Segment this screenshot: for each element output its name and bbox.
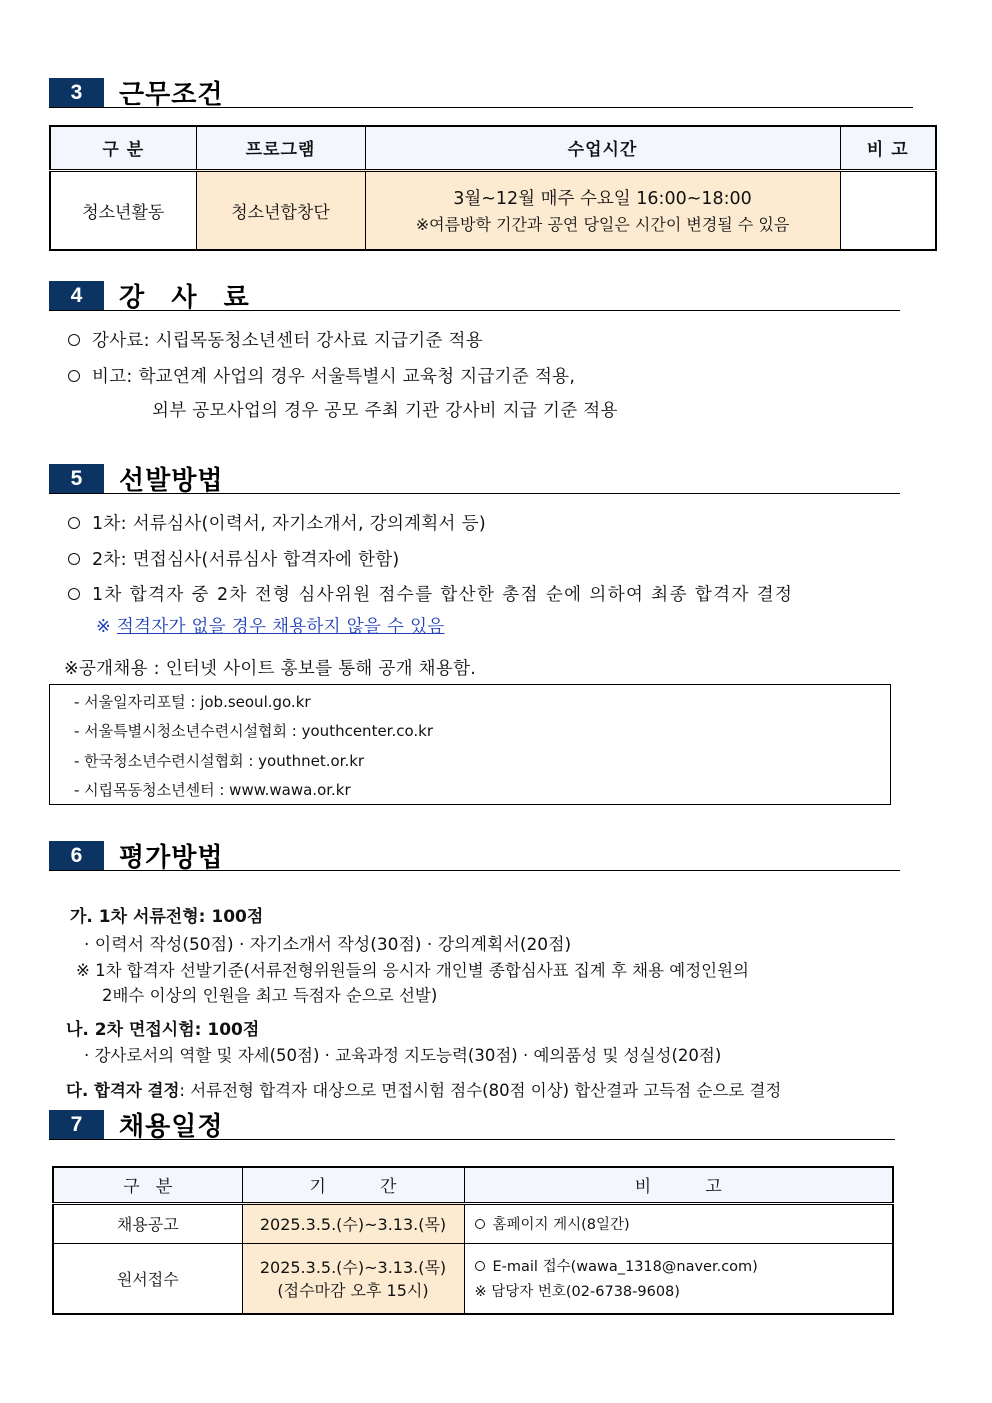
cell-remarks xyxy=(464,1243,893,1314)
eval-a-title: 가. 1차 서류전형: 100점 xyxy=(70,907,264,927)
list-item-text: 1차 합격자 중 2차 전형 심사위원 점수를 합산한 총점 순에 의하여 최종 합격자 결정 xyxy=(92,585,794,605)
section-7-header xyxy=(49,1110,895,1140)
cell-remarks xyxy=(464,1203,893,1243)
cell-remarks xyxy=(840,170,936,250)
site-item: - 서울특별시청소년수련시설협회 : youthcenter.co.kr xyxy=(74,722,434,740)
section-title: 선발방법 xyxy=(119,465,224,495)
selection-note xyxy=(96,613,445,638)
cell-category: 채용공고 xyxy=(53,1203,242,1243)
list-item-text: 1차: 서류심사(이력서, 자기소개서, 강의계획서 등) xyxy=(92,514,486,534)
section-number-badge: 7 xyxy=(49,1110,104,1139)
eval-c-title: 다. 합격자 결정 xyxy=(66,1081,180,1100)
section-5-header xyxy=(49,464,900,494)
list-item xyxy=(68,510,486,535)
table-row xyxy=(53,1243,893,1314)
period-deadline: (접수마감 오후 15시) xyxy=(277,1281,429,1301)
public-notice: ※공개채용 : 인터넷 사이트 홍보를 통해 공개 채용함. xyxy=(64,659,477,679)
eval-c xyxy=(66,1077,781,1101)
work-conditions-table xyxy=(49,125,937,251)
section-number-badge: 4 xyxy=(49,281,104,310)
eval-c-text: : 서류전형 합격자 대상으로 면접시험 점수(80점 이상) 합산결과 고득점 순으로 결정 xyxy=(179,1081,782,1100)
section-number-badge: 3 xyxy=(49,78,104,107)
header-remarks: 비 고 xyxy=(840,126,936,170)
circle-bullet-icon xyxy=(68,334,80,346)
class-time-main: 3월~12월 매주 수요일 16:00~18:00 xyxy=(453,189,752,210)
cell-category: 청소년활동 xyxy=(50,170,196,250)
list-item-continuation: 외부 공모사업의 경우 공모 주최 기관 강사비 지급 기준 적용 xyxy=(152,401,618,421)
circle-bullet-icon xyxy=(475,1219,485,1229)
section-title: 평가방법 xyxy=(119,842,224,872)
cell-category: 원서접수 xyxy=(53,1243,242,1314)
reference-mark: ※ xyxy=(96,617,111,637)
section-title: 강 사 료 xyxy=(119,282,259,312)
section-3-header xyxy=(49,78,913,108)
list-item xyxy=(68,546,400,571)
list-item xyxy=(68,581,793,606)
selection-note-text: 적격자가 없을 경우 채용하지 않을 수 있음 xyxy=(116,617,445,637)
section-title: 채용일정 xyxy=(119,1111,224,1141)
eval-a-note-cont: 2배수 이상의 인원을 최고 득점자 순으로 선발) xyxy=(102,986,438,1005)
section-number-badge: 6 xyxy=(49,841,104,870)
list-item-text: 2차: 면접심사(서류심사 합격자에 한함) xyxy=(92,550,400,570)
header-program: 프로그램 xyxy=(196,126,365,170)
eval-a-note: ※ 1차 합격자 선발기준(서류전형위원들의 응시자 개인별 종합심사표 집계 후 채용 예정인원의 xyxy=(76,961,749,980)
email-contact: E-mail 접수(wawa_1318@naver.com) xyxy=(492,1259,758,1276)
cell-period xyxy=(242,1243,464,1314)
header-category: 구 분 xyxy=(50,126,196,170)
circle-bullet-icon xyxy=(68,517,80,529)
section-title: 근무조건 xyxy=(119,79,224,109)
circle-bullet-icon xyxy=(68,588,80,600)
eval-b-items: · 강사로서의 역할 및 자세(50점) · 교육과정 지도능력(30점) · 예의품성 및 성실성(20점) xyxy=(84,1046,722,1065)
circle-bullet-icon xyxy=(68,370,80,382)
section-number-badge: 5 xyxy=(49,464,104,493)
list-item xyxy=(68,327,483,352)
cell-class-time xyxy=(365,170,840,250)
eval-b-title: 나. 2차 면접시험: 100점 xyxy=(66,1020,260,1040)
header-period: 기 간 xyxy=(242,1167,464,1203)
section-4-header xyxy=(49,281,900,311)
phone-contact: ※ 담당자 번호(02-6738-9608) xyxy=(474,1284,680,1301)
list-item-text: 비고: 학교연계 사업의 경우 서울특별시 교육청 지급기준 적용, xyxy=(92,367,576,387)
table-header-row xyxy=(50,126,936,170)
table-row xyxy=(53,1203,893,1243)
site-item: - 시립목동청소년센터 : www.wawa.or.kr xyxy=(74,781,351,799)
circle-bullet-icon xyxy=(475,1261,485,1271)
remark-line xyxy=(475,1255,893,1276)
list-item xyxy=(68,363,575,388)
class-time-note: ※여름방학 기간과 공연 당일은 시간이 변경될 수 있음 xyxy=(415,215,790,235)
eval-a-items: · 이력서 작성(50점) · 자기소개서 작성(30점) · 강의계획서(20점) xyxy=(84,935,572,955)
site-item: - 한국청소년수련시설협회 : youthnet.or.kr xyxy=(74,752,365,770)
header-category: 구 분 xyxy=(53,1167,242,1203)
recruitment-sites-box xyxy=(49,684,891,805)
list-item-text: 강사료: 시립목동청소년센터 강사료 지급기준 적용 xyxy=(92,331,483,351)
period-line: 2025.3.5.(수)~3.13.(목) xyxy=(259,1258,447,1278)
section-6-header xyxy=(49,841,900,871)
cell-period: 2025.3.5.(수)~3.13.(목) xyxy=(242,1203,464,1243)
recruitment-schedule-table xyxy=(52,1166,894,1315)
site-item: - 서울일자리포털 : job.seoul.go.kr xyxy=(74,693,311,711)
header-remarks: 비 고 xyxy=(464,1167,893,1203)
remark-text: 홈페이지 게시(8일간) xyxy=(492,1217,630,1233)
cell-program: 청소년합창단 xyxy=(196,170,365,250)
table-row xyxy=(50,170,936,250)
table-header-row xyxy=(53,1167,893,1203)
circle-bullet-icon xyxy=(68,553,80,565)
header-class-time: 수업시간 xyxy=(365,126,840,170)
